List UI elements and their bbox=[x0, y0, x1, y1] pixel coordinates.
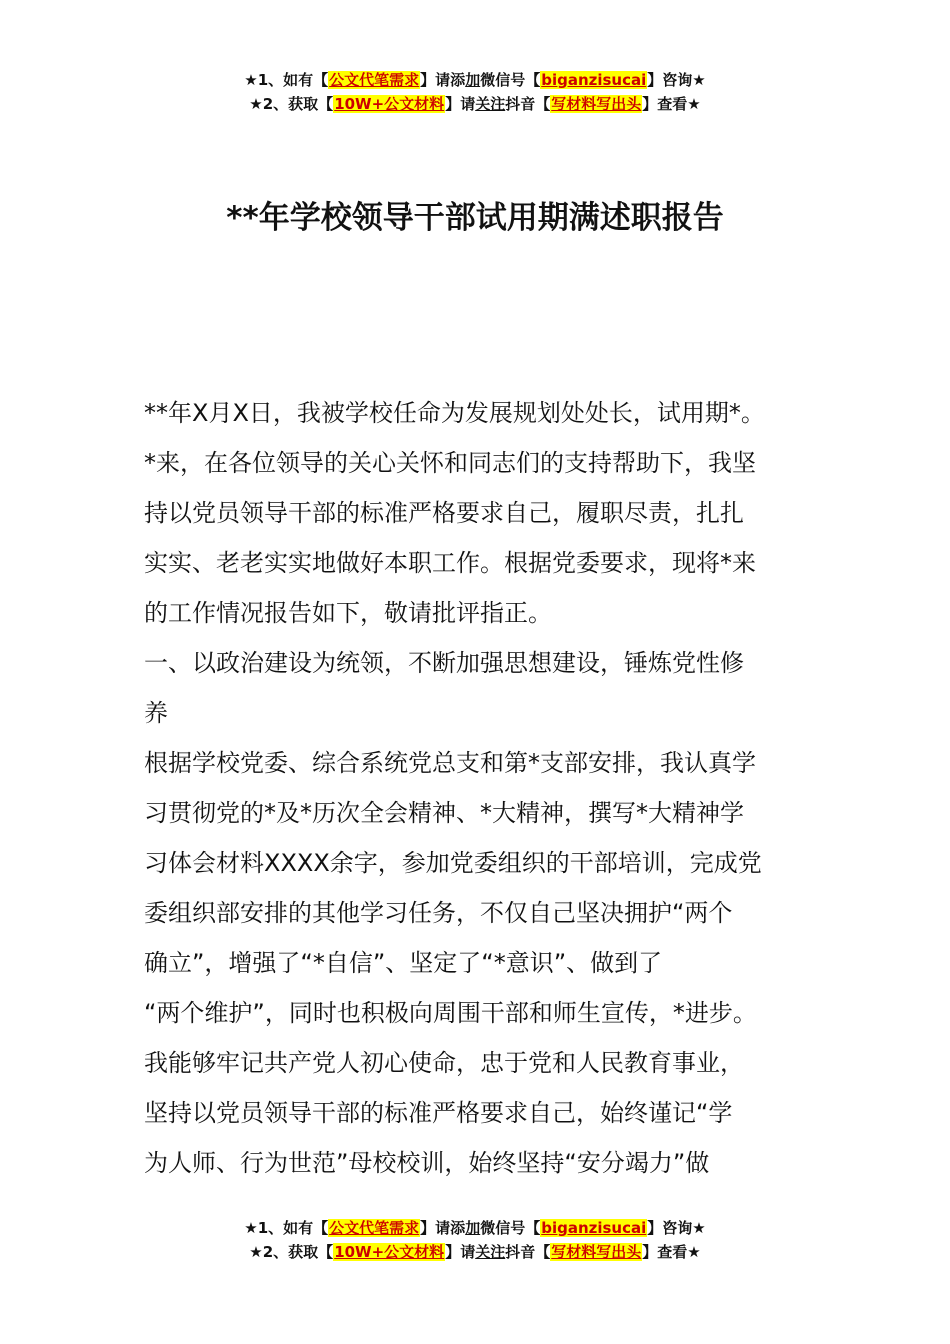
body-line: 的工作情况报告如下，敬请批评指正。 bbox=[144, 599, 552, 627]
body-line: 实实、老老实实地做好本职工作。根据党委要求，现将*来 bbox=[144, 549, 756, 577]
highlight-wechat-id: biganzisucai bbox=[541, 1219, 647, 1237]
body-line: 根据学校党委、综合系统党总支和第*支部安排，我认真学 bbox=[144, 749, 756, 777]
body-line: **年X月X日，我被学校任命为发展规划处处长，试用期*。 bbox=[144, 399, 765, 427]
body-line: *来，在各位领导的关心关怀和同志们的支持帮助下，我坚 bbox=[144, 449, 756, 477]
banner-line-1: ★1、如有【公文代笔需求】请添加微信号【biganzisucai】咨询★ bbox=[244, 1219, 706, 1237]
body-line: 为人师、行为世范”母校校训，始终坚持“安分竭力”做 bbox=[144, 1149, 710, 1177]
highlight-douyin: 写材料写出头 bbox=[551, 95, 642, 113]
highlight-materials: 10W+公文材料 bbox=[334, 1243, 445, 1261]
highlight-service: 公文代笔需求 bbox=[329, 71, 420, 89]
body-line: 习体会材料XXXX余字，参加党委组织的干部培训，完成党 bbox=[144, 849, 762, 877]
section-heading: 养 bbox=[144, 699, 168, 727]
banner-line-2: ★2、获取【10W+公文材料】请关注抖音【写材料写出头】查看★ bbox=[249, 95, 701, 113]
body-line: 确立”，增强了“*自信”、坚定了“*意识”、做到了 bbox=[144, 949, 663, 977]
body-line: 持以党员领导干部的标准严格要求自己，履职尽责，扎扎 bbox=[144, 499, 744, 527]
body-line: 坚持以党员领导干部的标准严格要求自己，始终谨记“学 bbox=[144, 1099, 733, 1127]
document-title: **年学校领导干部试用期满述职报告 bbox=[226, 200, 724, 236]
banner-line-2: ★2、获取【10W+公文材料】请关注抖音【写材料写出头】查看★ bbox=[249, 1243, 701, 1261]
section-heading: 一、以政治建设为统领，不断加强思想建设，锤炼党性修 bbox=[144, 649, 744, 677]
document-body bbox=[144, 388, 824, 1188]
body-line: 我能够牢记共产党人初心使命，忠于党和人民教育事业， bbox=[144, 1049, 744, 1077]
highlight-wechat-id: biganzisucai bbox=[541, 71, 647, 89]
footer-banner bbox=[0, 1216, 950, 1264]
highlight-douyin: 写材料写出头 bbox=[551, 1243, 642, 1261]
banner-line-1: ★1、如有【公文代笔需求】请添加微信号【biganzisucai】咨询★ bbox=[244, 71, 706, 89]
body-line: “两个维护”，同时也积极向周围干部和师生宣传，*进步。 bbox=[144, 999, 757, 1027]
highlight-materials: 10W+公文材料 bbox=[334, 95, 445, 113]
body-line: 委组织部安排的其他学习任务，不仅自己坚决拥护“两个 bbox=[144, 899, 733, 927]
header-banner bbox=[0, 68, 950, 116]
body-line: 习贯彻党的*及*历次全会精神、*大精神，撰写*大精神学 bbox=[144, 799, 744, 827]
highlight-service: 公文代笔需求 bbox=[329, 1219, 420, 1237]
